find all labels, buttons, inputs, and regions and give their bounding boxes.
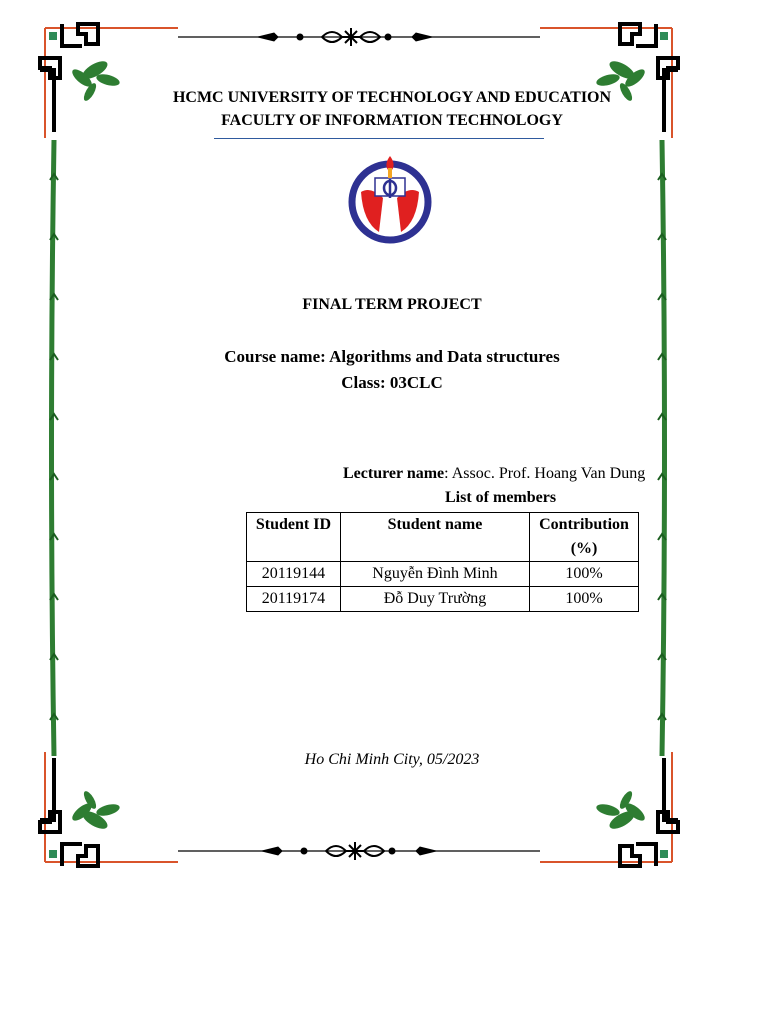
student-name-cell: Đỗ Duy Trường <box>340 587 529 612</box>
document-title: FINAL TERM PROJECT <box>302 296 482 313</box>
lecturer-value: : Assoc. Prof. Hoang Van Dung <box>444 465 646 482</box>
contribution-cell: 100% <box>530 587 639 612</box>
student-id-cell: 20119174 <box>247 587 341 612</box>
place-date: Ho Chi Minh City, 05/2023 <box>304 751 480 768</box>
header-student-name: Student name <box>340 513 529 562</box>
student-id-cell: 20119144 <box>247 562 341 587</box>
header-contribution: Contribution (%) <box>530 513 639 562</box>
corner-ornament-bottom-left <box>40 752 178 866</box>
student-name-cell: Nguyễn Đình Minh <box>340 562 529 587</box>
class-name: Class: 03CLC <box>341 373 443 392</box>
faculty-name: FACULTY OF INFORMATION TECHNOLOGY <box>221 112 563 129</box>
university-name: HCMC UNIVERSITY OF TECHNOLOGY AND EDUCATION <box>172 89 612 106</box>
table-row <box>247 562 639 587</box>
header-student-id: Student ID <box>247 513 341 562</box>
members-title: List of members <box>445 489 557 506</box>
corner-ornament-bottom-right <box>540 752 678 866</box>
lecturer-line <box>343 465 645 483</box>
members-table <box>246 512 639 612</box>
course-info <box>0 344 768 396</box>
table-row <box>247 587 639 612</box>
table-header-row <box>247 513 639 562</box>
contribution-cell: 100% <box>530 562 639 587</box>
university-logo-icon <box>345 152 439 246</box>
left-vine <box>50 140 58 756</box>
bottom-flourish <box>178 842 540 860</box>
institution-header <box>0 86 768 132</box>
course-name: Course name: Algorithms and Data structures <box>224 347 560 366</box>
header-divider <box>214 138 544 139</box>
right-vine <box>658 140 666 756</box>
lecturer-label: Lecturer name <box>343 465 445 482</box>
top-flourish <box>178 28 540 46</box>
